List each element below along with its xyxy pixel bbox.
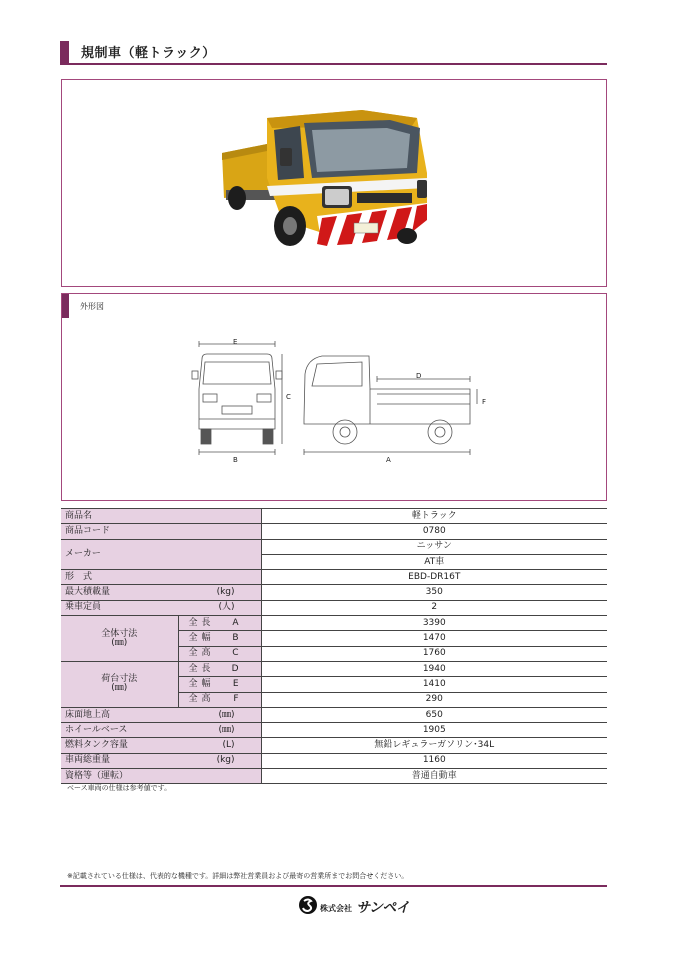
table-row bbox=[61, 509, 607, 524]
overall-height-value: 1760 bbox=[261, 646, 607, 661]
table-row bbox=[61, 661, 607, 676]
spec-table bbox=[61, 508, 607, 784]
title-accent bbox=[60, 41, 69, 63]
gross-unit: (kg) bbox=[216, 755, 235, 766]
overall-label-1: 全体寸法 bbox=[101, 628, 138, 639]
code-label: 商品コード bbox=[61, 524, 261, 539]
fuel-label-cell bbox=[61, 738, 261, 753]
wheel-unit: (㎜) bbox=[218, 724, 235, 735]
sub-key: D bbox=[231, 663, 239, 674]
dim-label-D: D bbox=[416, 372, 422, 380]
diagram-accent bbox=[62, 294, 69, 318]
diagram-label: 外形図 bbox=[80, 302, 104, 311]
license-value: 普通自動車 bbox=[261, 769, 607, 784]
dim-label-A: A bbox=[386, 456, 391, 464]
fuel-value: 無鉛レギュラーガソリン･34L bbox=[261, 738, 607, 753]
dim-label-B: B bbox=[233, 456, 238, 464]
wheel-value: 1905 bbox=[261, 723, 607, 738]
bed-sub-label bbox=[178, 661, 261, 676]
bed-dims-label bbox=[61, 661, 178, 707]
floor-value: 650 bbox=[261, 707, 607, 722]
table-row bbox=[61, 723, 607, 738]
footer-note: ※記載されている仕様は、代表的な機種です。詳細は弊社営業員および最寄の営業所までお問合せください。 bbox=[67, 872, 409, 880]
maker-label: メーカー bbox=[61, 539, 261, 570]
dim-label-E: E bbox=[233, 338, 238, 346]
floor-label: 床面地上高 bbox=[65, 709, 111, 720]
sub-name: 全長 bbox=[188, 617, 215, 628]
model-label: 形 式 bbox=[61, 570, 261, 585]
table-row bbox=[61, 539, 607, 554]
load-label: 最大積載量 bbox=[65, 587, 111, 598]
base-vehicle-note: ベース車両の仕様は参考値です。 bbox=[67, 784, 172, 792]
outline-drawing bbox=[187, 334, 487, 469]
bed-sub-label bbox=[178, 692, 261, 707]
sub-key: E bbox=[232, 678, 239, 689]
table-row bbox=[61, 585, 607, 600]
sub-key: F bbox=[233, 694, 239, 705]
table-row bbox=[61, 738, 607, 753]
sub-name: 全長 bbox=[188, 663, 215, 674]
page-title: 規制車（軽トラック） bbox=[81, 46, 216, 61]
sub-name: 全高 bbox=[188, 694, 215, 705]
fuel-label: 燃料タンク容量 bbox=[65, 740, 128, 751]
table-row bbox=[61, 600, 607, 615]
bed-height-value: 290 bbox=[261, 692, 607, 707]
overall-width-value: 1470 bbox=[261, 631, 607, 646]
name-value: 軽トラック bbox=[261, 509, 607, 524]
outline-drawing-frame bbox=[61, 293, 607, 501]
title-bar bbox=[60, 41, 607, 63]
sub-name: 全高 bbox=[188, 648, 215, 659]
gross-label-cell bbox=[61, 753, 261, 768]
cap-unit: (人) bbox=[218, 602, 235, 613]
cap-label: 乗車定員 bbox=[65, 602, 102, 613]
load-label-cell bbox=[61, 585, 261, 600]
bed-label-1: 荷台寸法 bbox=[101, 674, 138, 685]
table-row bbox=[61, 570, 607, 585]
wheel-label: ホイールベース bbox=[65, 724, 128, 735]
overall-sub-label bbox=[178, 616, 261, 631]
product-photo-frame bbox=[61, 79, 607, 287]
bed-sub-label bbox=[178, 677, 261, 692]
table-row bbox=[61, 753, 607, 768]
license-label: 資格等（運転） bbox=[61, 769, 261, 784]
dim-label-F: F bbox=[482, 398, 487, 406]
truck-photo bbox=[212, 98, 497, 263]
sub-name: 全幅 bbox=[188, 678, 215, 689]
gross-label: 車両総重量 bbox=[65, 755, 111, 766]
code-value: 0780 bbox=[261, 524, 607, 539]
overall-sub-label bbox=[178, 631, 261, 646]
load-unit: (kg) bbox=[216, 587, 235, 598]
company-logo bbox=[298, 895, 418, 917]
overall-label-2: (㎜) bbox=[111, 637, 128, 648]
overall-sub-label bbox=[178, 646, 261, 661]
table-row bbox=[61, 616, 607, 631]
sub-key: A bbox=[232, 617, 239, 628]
sub-key: C bbox=[232, 648, 239, 659]
maker-value-2: AT車 bbox=[261, 554, 607, 569]
gross-value: 1160 bbox=[261, 753, 607, 768]
floor-label-cell bbox=[61, 707, 261, 722]
bed-length-value: 1940 bbox=[261, 661, 607, 676]
overall-length-value: 3390 bbox=[261, 616, 607, 631]
footer-rule bbox=[60, 885, 607, 887]
sub-name: 全幅 bbox=[188, 633, 215, 644]
cap-value: 2 bbox=[261, 600, 607, 615]
logo-mark-icon bbox=[298, 895, 318, 915]
bed-label-2: (㎜) bbox=[111, 683, 128, 694]
table-row bbox=[61, 769, 607, 784]
maker-value: ニッサン bbox=[261, 539, 607, 554]
bed-width-value: 1410 bbox=[261, 677, 607, 692]
logo-small-text: 株式会社 bbox=[320, 904, 352, 913]
overall-dims-label bbox=[61, 616, 178, 662]
wheel-label-cell bbox=[61, 723, 261, 738]
model-value: EBD-DR16T bbox=[261, 570, 607, 585]
sub-key: B bbox=[232, 633, 239, 644]
dim-label-C: C bbox=[286, 393, 291, 401]
load-value: 350 bbox=[261, 585, 607, 600]
title-rule bbox=[60, 63, 607, 65]
fuel-unit: (L) bbox=[222, 740, 235, 751]
cap-label-cell bbox=[61, 600, 261, 615]
table-row bbox=[61, 524, 607, 539]
floor-unit: (㎜) bbox=[218, 709, 235, 720]
name-label: 商品名 bbox=[61, 509, 261, 524]
table-row bbox=[61, 707, 607, 722]
logo-big-text: サンペイ bbox=[356, 900, 410, 916]
